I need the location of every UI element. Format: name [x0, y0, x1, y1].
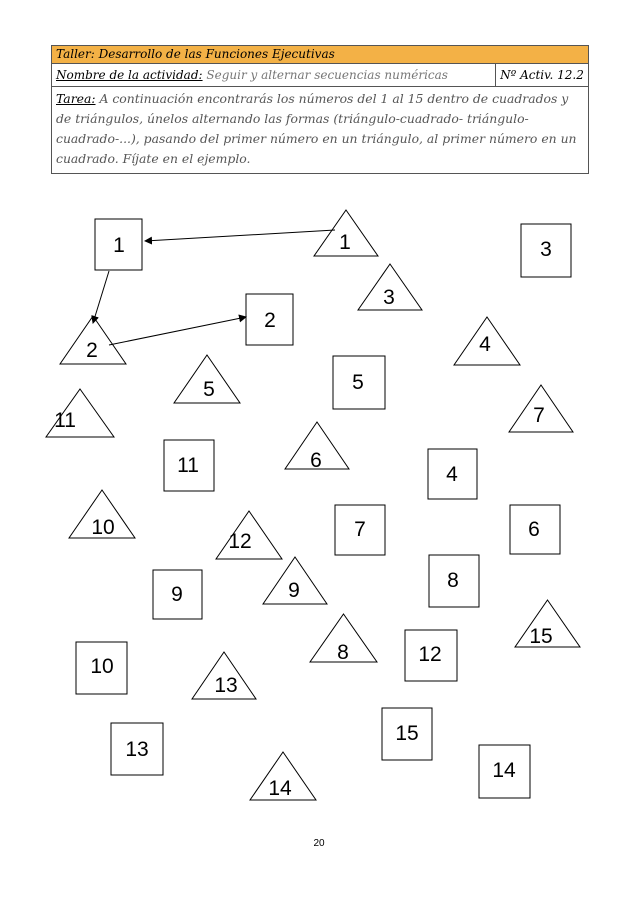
- square-number-13: 13: [125, 738, 149, 761]
- square-number-11: 11: [177, 454, 199, 477]
- activity-name-value: Seguir y alternar secuencias numéricas: [206, 68, 448, 82]
- triangle-number-5: 5: [203, 378, 215, 401]
- square-number-12: 12: [418, 643, 442, 666]
- triangle-number-10: 10: [91, 516, 115, 539]
- triangle-number-1: 1: [339, 231, 351, 254]
- square-number-6: 6: [528, 518, 540, 541]
- square-number-9: 9: [171, 583, 183, 606]
- square-number-8: 8: [447, 569, 459, 592]
- task-label: Tarea:: [56, 91, 96, 106]
- square-number-14: 14: [492, 759, 516, 782]
- workshop-title: Taller: Desarrollo de las Funciones Ejecutivas: [52, 46, 588, 64]
- square-number-7: 7: [354, 518, 366, 541]
- activity-name-label: Nombre de la actividad:: [56, 68, 203, 82]
- square-number-5: 5: [352, 371, 364, 394]
- example-arrow-2: [93, 271, 109, 323]
- triangle-number-7: 7: [533, 404, 545, 427]
- square-number-2: 2: [264, 309, 276, 332]
- triangle-number-4: 4: [479, 333, 491, 356]
- square-number-1: 1: [113, 234, 125, 257]
- example-arrow-3: [109, 317, 246, 345]
- example-arrows: [93, 230, 335, 345]
- example-arrow-1: [145, 230, 335, 241]
- square-number-15: 15: [395, 722, 419, 745]
- triangle-number-6: 6: [310, 449, 322, 472]
- triangle-number-8: 8: [337, 641, 349, 664]
- triangle-number-2: 2: [86, 339, 98, 362]
- square-number-4: 4: [446, 463, 458, 486]
- triangle-number-12: 12: [228, 530, 252, 553]
- triangle-number-13: 13: [214, 674, 238, 697]
- page-number: 20: [313, 838, 325, 849]
- triangle-number-11: 11: [54, 409, 76, 432]
- triangle-number-14: 14: [268, 777, 292, 800]
- square-number-10: 10: [90, 655, 114, 678]
- triangle-number-15: 15: [529, 625, 553, 648]
- task-text: A continuación encontrarás los números del 1 al 15 dentro de cuadrados y de triángulos, únelos alternando las formas (triángulo-cuadrado- triángulo-cuadrado-...), pasando del primer número en un triángulo, al primer número en un cuadrado. Fíjate en el ejemplo.: [56, 91, 577, 166]
- triangle-number-3: 3: [383, 286, 395, 309]
- activity-number: Nº Activ. 12.2: [500, 68, 584, 82]
- square-number-3: 3: [540, 238, 552, 261]
- triangle-number-9: 9: [288, 579, 300, 602]
